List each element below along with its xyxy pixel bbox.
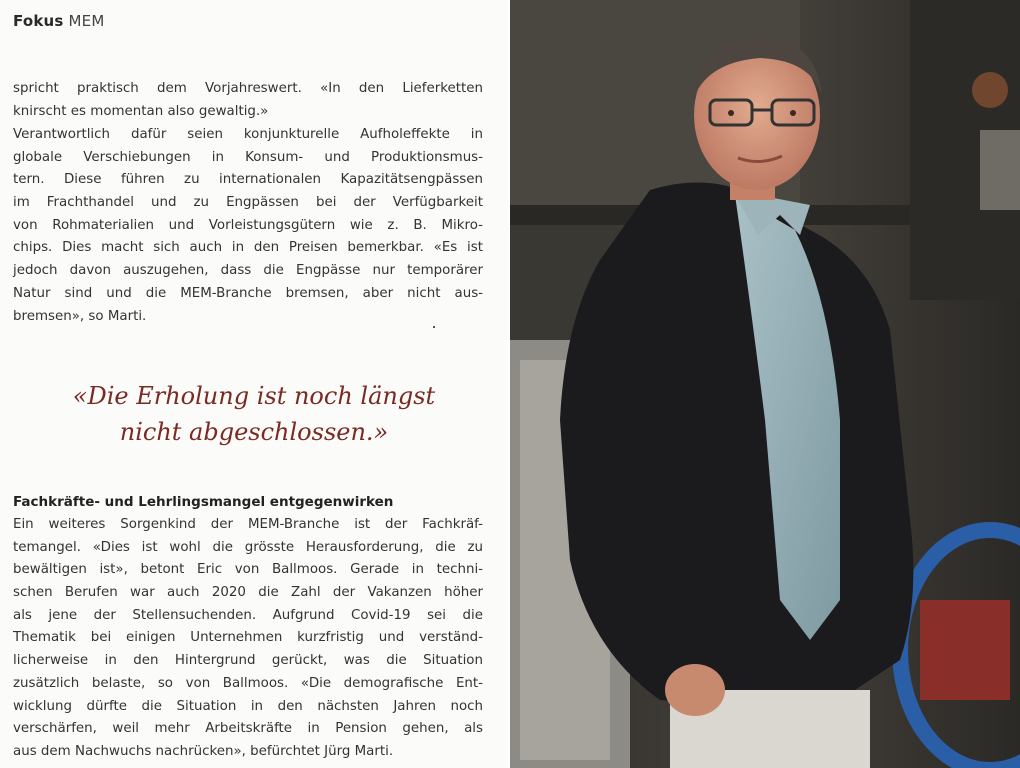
text-line: tern. Diese führen zu internationalen Kapazitätsengpässen bbox=[13, 172, 483, 188]
text-line: licherweise in den Hintergrund gerückt, was die Situation bbox=[13, 653, 483, 669]
text-line: wicklung dürfte die Situation in den nächsten Jahren noch bbox=[13, 698, 483, 714]
text-line: jedoch davon auszugehen, dass die Engpässe nur temporärer bbox=[13, 263, 483, 279]
article-text-column bbox=[0, 0, 508, 768]
text-line: temangel. «Dies ist wohl die grösste Herausforderung, die zu bbox=[13, 539, 483, 555]
text-line: Natur sind und die MEM-Branche bremsen, aber nicht aus- bbox=[13, 285, 483, 301]
text-line: schen Berufen war auch 2020 die Zahl der Vakanzen höher bbox=[13, 585, 483, 601]
paragraph-skills-shortage bbox=[13, 514, 483, 764]
portrait-illustration bbox=[510, 0, 1020, 768]
text-line: verschärfen, weil mehr Arbeitskräfte in Pension gehen, als bbox=[13, 721, 483, 737]
text-line: im Frachthandel und zu Engpässen bei der Verfügbarkeit bbox=[13, 195, 483, 211]
section-label-bold: Fokus bbox=[13, 12, 64, 30]
text-line: bremsen», so Marti. bbox=[13, 308, 147, 324]
stray-dot bbox=[433, 326, 435, 328]
text-line: aus dem Nachwuchs nachrücken», befürchtet Jürg Marti. bbox=[13, 743, 394, 759]
section-subheading: Fachkräfte- und Lehrlingsmangel entgegenwirken bbox=[13, 494, 394, 510]
paragraph-supply-chain bbox=[13, 124, 483, 328]
text-line: knirscht es momentan also gewaltig.» bbox=[13, 103, 269, 119]
text-line: chips. Dies macht sich auch in den Preisen bemerkbar. «Es ist bbox=[13, 240, 483, 256]
text-line: Ein weiteres Sorgenkind der MEM-Branche ist der Fachkräf- bbox=[13, 517, 483, 532]
section-header bbox=[13, 12, 104, 30]
portrait-photo bbox=[510, 0, 1020, 768]
pull-quote-line: nicht abgeschlossen.» bbox=[119, 418, 389, 446]
pull-quote bbox=[0, 378, 508, 450]
pull-quote-line: «Die Erholung ist noch längst bbox=[72, 382, 436, 410]
text-line: von Rohmaterialien und Vorleistungsgütern wie z. B. Mikro- bbox=[13, 217, 483, 233]
text-line: globale Verschiebungen in Konsum- und Produktionsmus- bbox=[13, 149, 483, 165]
section-label-topic: MEM bbox=[68, 12, 105, 30]
intro-paragraph bbox=[13, 78, 483, 123]
text-line: bewältigen ist», betont Eric von Ballmoos. Gerade in techni- bbox=[13, 562, 483, 578]
text-line: spricht praktisch dem Vorjahreswert. «In den Lieferketten bbox=[13, 81, 483, 96]
text-line: als jene der Stellensuchenden. Aufgrund Covid-19 sei die bbox=[13, 607, 483, 623]
text-line: zusätzlich belaste, so von Ballmoos. «Die demografische Ent- bbox=[13, 675, 483, 691]
text-line: Thematik bei einigen Unternehmen kurzfristig und verständ- bbox=[13, 630, 483, 646]
text-line: Verantwortlich dafür seien konjunkturelle Aufholeffekte in bbox=[13, 127, 483, 142]
